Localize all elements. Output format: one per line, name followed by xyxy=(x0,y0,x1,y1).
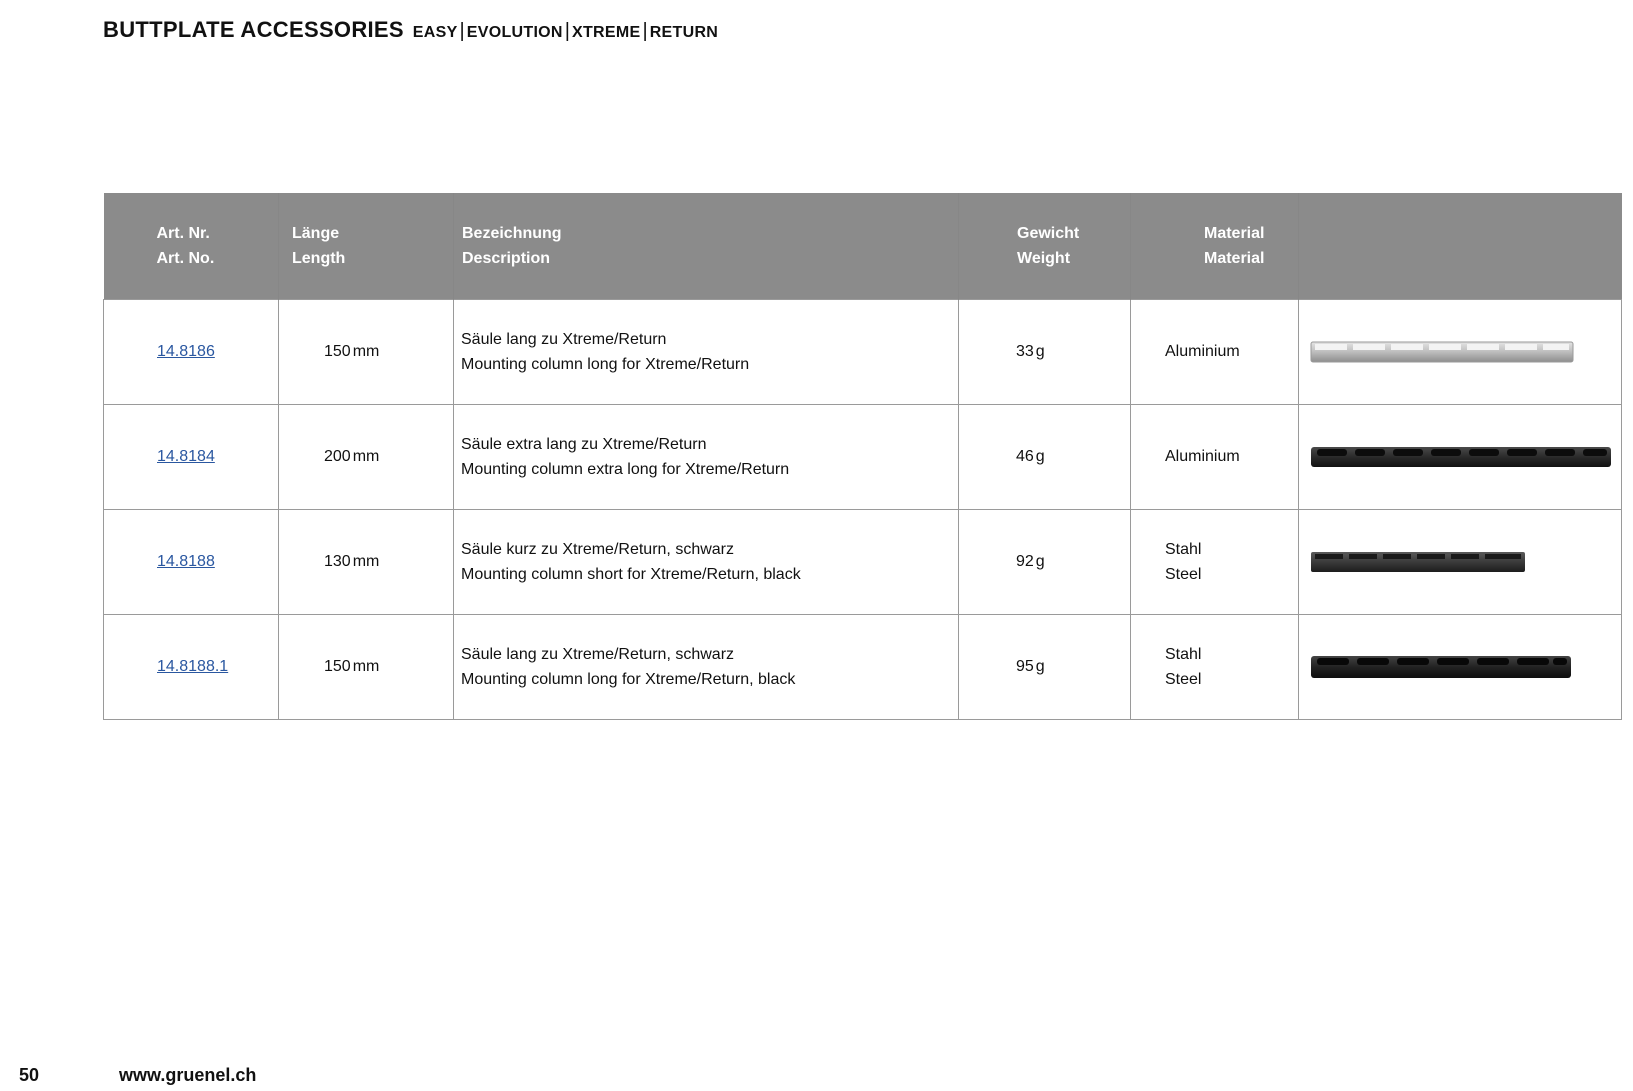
weight-cell xyxy=(959,299,1131,404)
weight-value: 46 xyxy=(1016,448,1034,465)
weight-value: 33 xyxy=(1016,343,1034,360)
weight-cell xyxy=(959,404,1131,509)
length-cell xyxy=(279,509,454,614)
description-en: Mounting column extra long for Xtreme/Return xyxy=(461,460,790,478)
column-header-en: Material xyxy=(1204,249,1265,267)
column-header-de: Länge xyxy=(292,224,340,242)
column-header-description xyxy=(454,193,959,299)
material-value-en: Steel xyxy=(1165,565,1202,583)
weight-unit: g xyxy=(1035,553,1045,570)
column-header-image xyxy=(1299,193,1622,299)
length-cell xyxy=(279,614,454,719)
material-cell xyxy=(1131,404,1299,509)
title-model-xtreme: XTREME xyxy=(572,24,641,41)
description-cell xyxy=(454,299,959,404)
column-header-en: Weight xyxy=(1017,249,1071,267)
length-unit: mm xyxy=(352,553,380,570)
length-value: 150 xyxy=(324,343,351,360)
description-en: Mounting column short for Xtreme/Return, black xyxy=(461,565,801,583)
product-image-cell xyxy=(1299,299,1622,404)
material-cell xyxy=(1131,614,1299,719)
title-model-return: RETURN xyxy=(649,24,719,41)
description-de: Säule extra lang zu Xtreme/Return xyxy=(461,435,707,453)
title-main: BUTTPLATE ACCESSORIES xyxy=(103,17,404,42)
description-de: Säule lang zu Xtreme/Return xyxy=(461,330,667,348)
product-image-cell xyxy=(1299,614,1622,719)
description-de: Säule lang zu Xtreme/Return, schwarz xyxy=(461,645,735,663)
length-value: 130 xyxy=(324,553,351,570)
accessories-table xyxy=(103,193,1622,720)
material-cell xyxy=(1131,299,1299,404)
table-row xyxy=(104,299,1622,404)
page-title xyxy=(103,8,718,45)
art-no-link[interactable]: 14.8188.1 xyxy=(157,658,229,675)
length-value: 150 xyxy=(324,658,351,675)
column-header-de: Art. Nr. xyxy=(156,224,210,242)
weight-cell xyxy=(959,614,1131,719)
weight-unit: g xyxy=(1035,343,1045,360)
material-value-en: Steel xyxy=(1165,670,1202,688)
weight-value: 95 xyxy=(1016,658,1034,675)
steel-column-short-image xyxy=(1309,548,1529,576)
length-unit: mm xyxy=(352,448,380,465)
art-no-link[interactable]: 14.8188 xyxy=(157,553,215,570)
accessories-table-container xyxy=(103,193,1621,720)
column-header-de: Gewicht xyxy=(1017,224,1080,242)
material-value: Aluminium xyxy=(1165,448,1240,465)
website-url: www.gruenel.ch xyxy=(119,1065,257,1085)
length-cell xyxy=(279,404,454,509)
weight-unit: g xyxy=(1035,448,1045,465)
aluminium-column-long-image xyxy=(1309,338,1609,366)
product-image-cell xyxy=(1299,404,1622,509)
weight-unit: g xyxy=(1035,658,1045,675)
length-cell xyxy=(279,299,454,404)
length-unit: mm xyxy=(352,343,380,360)
column-header-en: Art. No. xyxy=(156,249,215,267)
description-en: Mounting column long for Xtreme/Return, black xyxy=(461,670,796,688)
title-separator: | xyxy=(642,20,648,42)
description-cell xyxy=(454,614,959,719)
column-header-art-no xyxy=(104,193,279,299)
material-value-de: Stahl xyxy=(1165,645,1202,663)
weight-cell xyxy=(959,509,1131,614)
title-separator: | xyxy=(459,20,465,42)
column-header-de: Material xyxy=(1204,224,1265,242)
column-header-material xyxy=(1131,193,1299,299)
description-cell xyxy=(454,404,959,509)
length-unit: mm xyxy=(352,658,380,675)
art-no-link[interactable]: 14.8184 xyxy=(157,448,215,465)
material-cell xyxy=(1131,509,1299,614)
column-header-weight xyxy=(959,193,1131,299)
table-row xyxy=(104,404,1622,509)
material-value: Aluminium xyxy=(1165,343,1240,360)
art-no-cell xyxy=(104,299,279,404)
table-header-row xyxy=(104,193,1622,299)
column-header-de: Bezeichnung xyxy=(462,224,562,242)
title-model-easy: EASY xyxy=(412,24,458,41)
description-en: Mounting column long for Xtreme/Return xyxy=(461,355,750,373)
column-header-en: Length xyxy=(292,249,346,267)
length-value: 200 xyxy=(324,448,351,465)
table-body xyxy=(104,299,1622,719)
material-value-de: Stahl xyxy=(1165,540,1202,558)
description-cell xyxy=(454,509,959,614)
art-no-cell xyxy=(104,509,279,614)
title-model-evolution: EVOLUTION xyxy=(466,24,563,41)
art-no-cell xyxy=(104,404,279,509)
art-no-link[interactable]: 14.8186 xyxy=(157,343,215,360)
art-no-cell xyxy=(104,614,279,719)
weight-value: 92 xyxy=(1016,553,1034,570)
page-number: 50 xyxy=(19,1065,40,1085)
description-de: Säule kurz zu Xtreme/Return, schwarz xyxy=(461,540,734,558)
title-separator: | xyxy=(564,20,570,42)
table-row xyxy=(104,509,1622,614)
steel-column-long-image xyxy=(1309,652,1575,682)
column-header-length xyxy=(279,193,454,299)
table-row xyxy=(104,614,1622,719)
column-header-en: Description xyxy=(462,249,551,267)
black-column-extra-long-image xyxy=(1309,443,1615,471)
table-header xyxy=(104,193,1622,299)
product-image-cell xyxy=(1299,509,1622,614)
